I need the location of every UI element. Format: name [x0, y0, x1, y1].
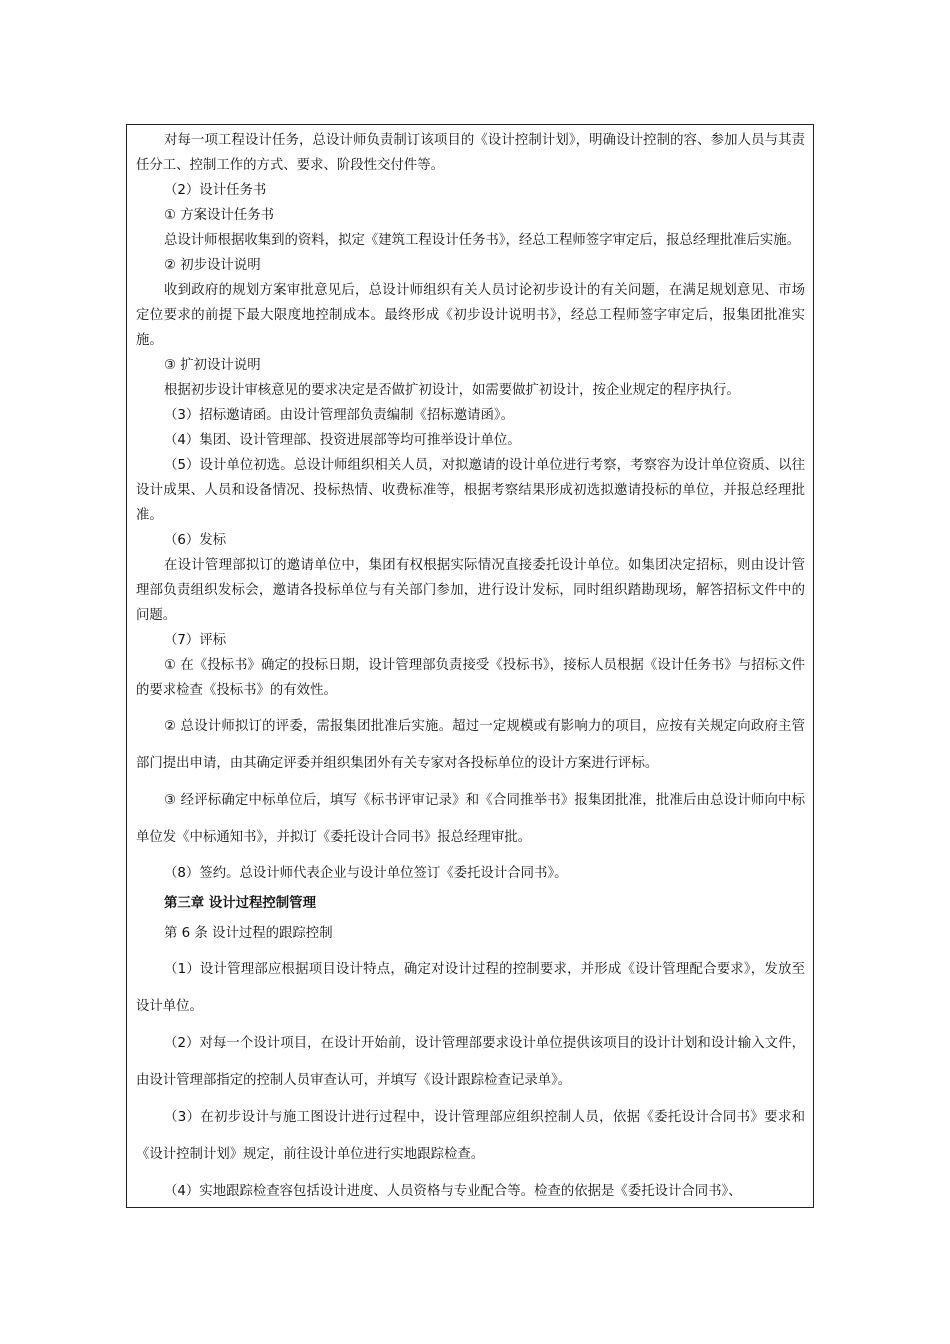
item-tender-release: （6）发标 [164, 533, 227, 548]
item-bid-evaluation: （7）评标 [164, 633, 227, 648]
document-table-frame [126, 124, 814, 1208]
item-coordination-requirements: （1）设计管理部应根据项目设计特点，确定对设计过程的控制要求，并形成《设计管理配合要求》，发放至设计单位。 [136, 962, 805, 1014]
item-recommend-units: （4）集团、设计管理部、投资进展部等均可推举设计单位。 [164, 433, 521, 448]
item-onsite-tracking: （3）在初步设计与施工图设计进行过程中，设计管理部应组织控制人员，依据《委托设计合同书》要求和《设计控制计划》规定，前往设计单位进行实地跟踪检查。 [136, 1110, 805, 1162]
paragraph-scheme-brief: 总设计师根据收集到的资料，拟定《建筑工程设计任务书》，经总工程师签字审定后，报总经理批准后实施。 [164, 233, 801, 248]
paragraph-tender-release: 在设计管理部拟订的邀请单位中，集团有权根据实际情况直接委托设计单位。如集团决定招标，则由设计管理部负责组织发标会，邀请各投标单位与有关部门参加，进行设计发标，同时组织踏勘现场，解答招标文件中的问题。 [136, 558, 805, 623]
subitem-winning-unit: ③ 经评标确定中标单位后，填写《标书评审记录》和《合同推举书》报集团批准，批准后由总设计师向中标单位发《中标通知书》，并拟订《委托设计合同书》报总经理审批。 [136, 793, 805, 845]
subitem-bid-receipt: ① 在《投标书》确定的投标日期，设计管理部负责接受《投标书》，接标人员根据《设计任务书》与招标文件的要求检查《投标书》的有效性。 [136, 658, 805, 698]
item-design-brief: （2）设计任务书 [164, 183, 267, 198]
chapter-heading: 第三章 设计过程控制管理 [164, 896, 316, 911]
item-inspection-content: （4）实地跟踪检查容包括设计进度、人员资格与专业配合等。检查的依据是《委托设计合同书》、 [164, 1184, 742, 1199]
item-design-plan-review: （2）对每一个设计项目，在设计开始前，设计管理部要求设计单位提供该项目的设计计划和设计输入文件，由设计管理部指定的控制人员审查认可，并填写《设计跟踪检查记录单》。 [136, 1036, 805, 1088]
paragraph-preliminary-design: 收到政府的规划方案审批意见后，总设计师组织有关人员讨论初步设计的有关问题，在满足规划意见、市场定位要求的前提下最大限度地控制成本。最终形成《初步设计说明书》，经总工程师签字审定后，报集团批准实施。 [136, 283, 805, 348]
subitem-scheme-brief: ① 方案设计任务书 [164, 208, 274, 223]
paragraph-extended-design: 根据初步设计审核意见的要求决定是否做扩初设计，如需要做扩初设计，按企业规定的程序执行。 [164, 383, 740, 398]
paragraph-design-control-plan: 对每一项工程设计任务，总设计师负责制订该项目的《设计控制计划》，明确设计控制的容、参加人员与其责任分工、控制工作的方式、要求、阶段性交付件等。 [136, 133, 805, 173]
document-body [136, 128, 805, 1208]
item-unit-preselection: （5）设计单位初选。总设计师组织相关人员，对拟邀请的设计单位进行考察，考察容为设计单位资质、以往设计成果、人员和设备情况、投标热情、收费标准等，根据考察结果形成初选拟邀请投标的单位，并报总经理批准。 [136, 458, 805, 523]
article-heading: 第 6 条 设计过程的跟踪控制 [164, 926, 333, 941]
subitem-evaluation-committee: ② 总设计师拟订的评委，需报集团批准后实施。超过一定规模或有影响力的项目，应按有关规定向政府主管部门提出申请，由其确定评委并组织集团外有关专家对各投标单位的设计方案进行评标。 [136, 719, 805, 771]
item-invitation-letter: （3）招标邀请函。由设计管理部负责编制《招标邀请函》。 [164, 408, 514, 423]
subitem-extended-design: ③ 扩初设计说明 [164, 358, 261, 373]
subitem-preliminary-design: ② 初步设计说明 [164, 258, 261, 273]
item-contract-signing: （8）签约。总设计师代表企业与设计单位签订《委托设计合同书》。 [164, 866, 568, 881]
